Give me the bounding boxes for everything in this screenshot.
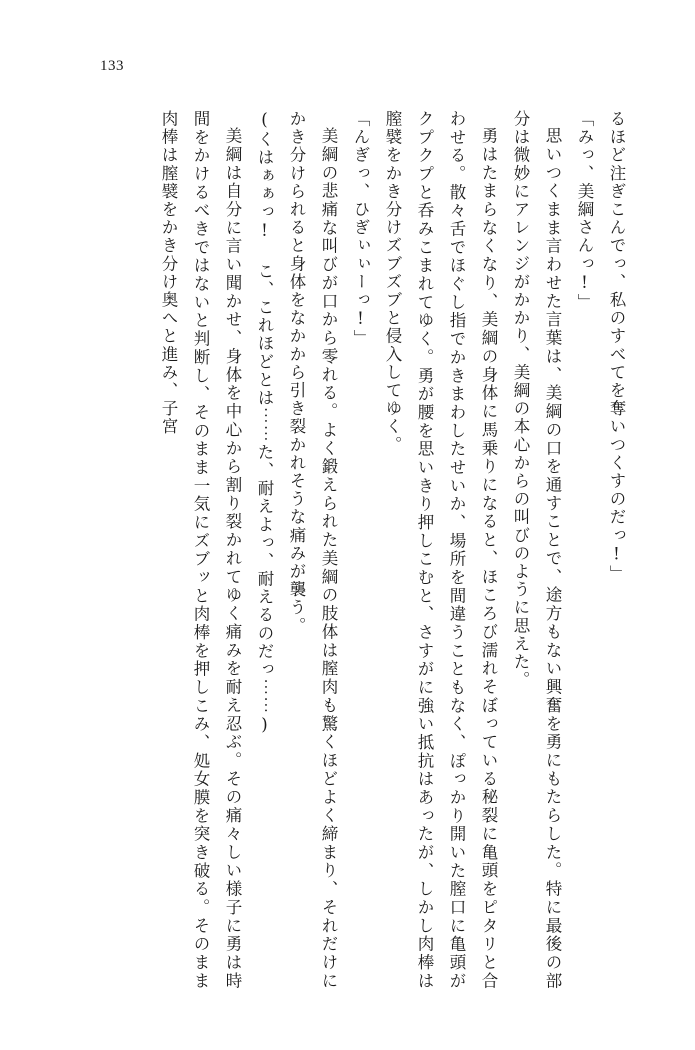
paragraph: 美綱の悲痛な叫びが口から零れる。よく鍛えられた美綱の肢体は膣肉も驚くほどよく締まり、それだけにかき分けられると身体をなかから引き裂かれそうな痛みが襲う。 — [287, 110, 338, 990]
paragraph: 勇はたまらなくなり、美綱の身体に馬乗りになると、ほころび濡れそぼっている秘裂に亀頭をピタリと合わせる。散々舌でほぐし指でかきまわしたせいか、場所を間違うこともなく、ぽっかり開いた膣口に亀頭がクプクプと呑みこまれてゆく。勇が腰を思いきり押しこむと、さすがに強い抵抗はあったが、しかし肉棒は膣襞をかき分けズブズブと侵入してゆく。 — [383, 110, 498, 990]
paragraph: (くはぁぁっ! こ、これほどとは⋯⋯た、耐えよっ、耐えるのだっ⋯⋯) — [255, 110, 274, 736]
page-body-text — [62, 110, 632, 990]
paragraph: 「みっ、美綱さんっ!」 — [575, 110, 594, 312]
paragraph: 美綱は自分に言い聞かせ、身体を中心から割り裂かれてゆく痛みを耐え忍ぶ。その痛々しい様子に勇は時間をかけるべきではないと判断し、そのまま一気にズブッと肉棒を押しこみ、処女膜を突き破る。そのまま肉棒は膣襞をかき分け奥へと進み、子宮 — [159, 110, 242, 990]
paragraph: 「んぎっ、ひぎぃぃーっ!」 — [351, 110, 370, 348]
page-number: 133 — [100, 58, 124, 74]
paragraph: るほど注ぎこんでっ、私のすべてを奪いつくすのだっ!」 — [607, 110, 626, 584]
paragraph: 思いつくまま言わせた言葉は、美綱の口を通すことで、途方もない興奮を勇にもたらした。特に最後の部分は微妙にアレンジがかかり、美綱の本心からの叫びのように思えた。 — [511, 110, 562, 990]
